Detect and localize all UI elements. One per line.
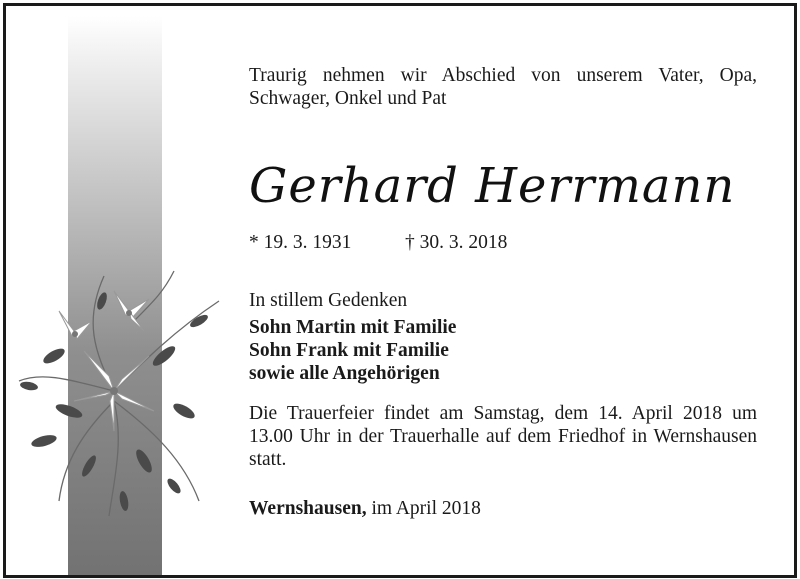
mourner-line: Sohn Frank mit Familie [249,340,449,361]
memorial-heading: In stillem Gedenken [249,290,408,311]
intro-text: Traurig nehmen wir Abschied von unserem Vater, Opa, Schwager, Onkel und Pat [249,65,757,109]
life-dates [249,232,507,254]
date: im April 2018 [371,498,481,519]
obituary-notice [3,3,797,578]
lily-bouquet-image [14,261,229,521]
mourner-line: Sohn Martin mit Familie [249,317,457,338]
signature-line [249,497,757,520]
death-date: † 30. 3. 2018 [405,232,508,253]
place: Wernshausen, [249,498,367,519]
mourners-list [249,316,757,385]
ceremony-text: Die Trauerfeier findet am Samstag, dem 14. April 2018 um 13.00 Uhr in der Trauerhalle auf dem Friedhof in Wernshausen statt. [249,403,757,470]
mourner-line: sowie alle Angehörigen [249,363,440,384]
deceased-name: Gerhard Herrmann [249,158,736,214]
birth-date: * 19. 3. 1931 [249,232,352,253]
